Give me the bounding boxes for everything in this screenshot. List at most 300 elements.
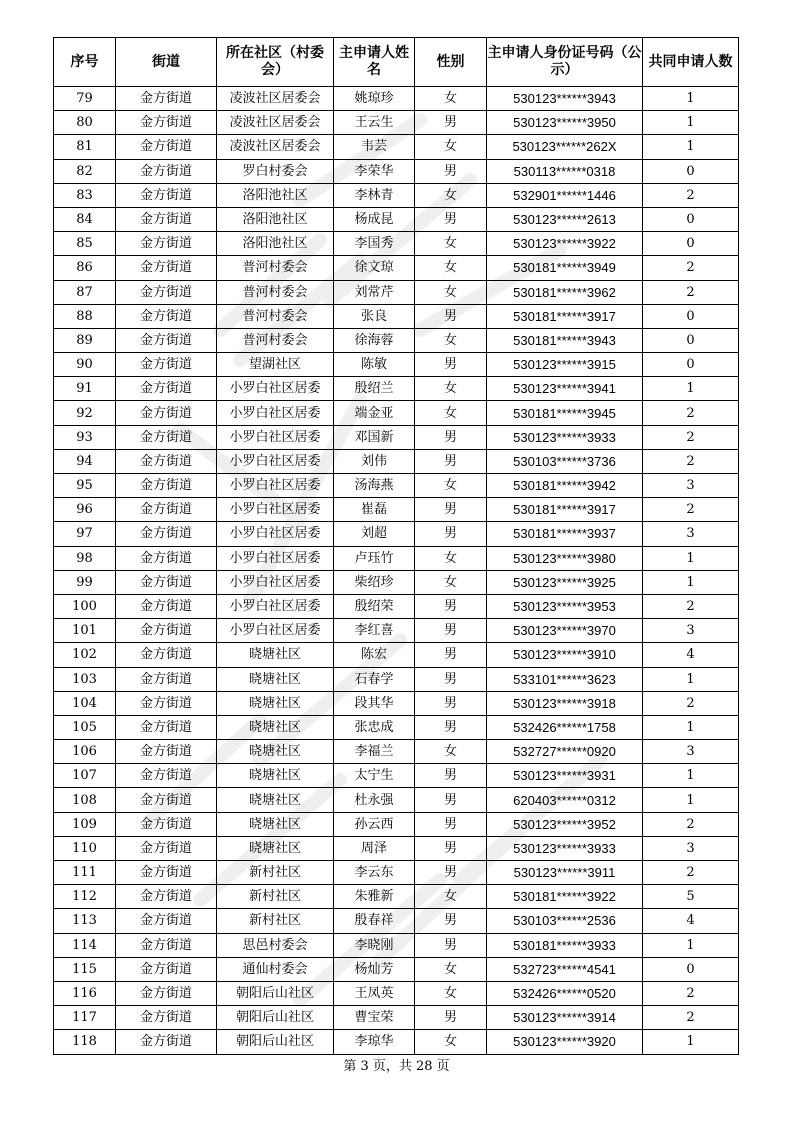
cell-community: 小罗白社区居委: [217, 449, 334, 473]
cell-co-applicant-count: 0: [643, 957, 739, 981]
cell-id-number: 530123******3970: [487, 619, 643, 643]
cell-street: 金方街道: [116, 425, 217, 449]
table-row: [54, 933, 739, 957]
table-row: [54, 570, 739, 594]
cell-id-number: 532723******4541: [487, 957, 643, 981]
cell-applicant-name: 张忠成: [334, 715, 415, 739]
table-row: [54, 449, 739, 473]
cell-co-applicant-count: 5: [643, 885, 739, 909]
cell-applicant-name: 徐文琼: [334, 256, 415, 280]
table-row: [54, 425, 739, 449]
cell-seq: 118: [54, 1030, 116, 1054]
cell-seq: 90: [54, 353, 116, 377]
table-row: [54, 788, 739, 812]
cell-id-number: 620403******0312: [487, 788, 643, 812]
cell-applicant-name: 石春学: [334, 667, 415, 691]
table-row: [54, 87, 739, 111]
cell-seq: 111: [54, 861, 116, 885]
cell-applicant-name: 刘超: [334, 522, 415, 546]
cell-id-number: 530123******2613: [487, 207, 643, 231]
table-row: [54, 353, 739, 377]
cell-gender: 女: [415, 135, 487, 159]
cell-community: 普河村委会: [217, 280, 334, 304]
cell-applicant-name: 殷绍荣: [334, 594, 415, 618]
table-row: [54, 909, 739, 933]
cell-community: 普河村委会: [217, 304, 334, 328]
cell-seq: 92: [54, 401, 116, 425]
cell-seq: 103: [54, 667, 116, 691]
cell-id-number: 530123******3922: [487, 232, 643, 256]
cell-street: 金方街道: [116, 764, 217, 788]
cell-street: 金方街道: [116, 328, 217, 352]
header-gender: 性别: [415, 38, 487, 87]
cell-seq: 83: [54, 183, 116, 207]
cell-seq: 117: [54, 1006, 116, 1030]
cell-co-applicant-count: 2: [643, 183, 739, 207]
cell-applicant-name: 刘常芹: [334, 280, 415, 304]
cell-gender: 男: [415, 861, 487, 885]
cell-street: 金方街道: [116, 667, 217, 691]
cell-id-number: 530123******3933: [487, 836, 643, 860]
cell-co-applicant-count: 0: [643, 353, 739, 377]
page-footer: 第 3 页，共 28 页: [343, 1059, 450, 1074]
cell-id-number: 533101******3623: [487, 667, 643, 691]
table-row: [54, 957, 739, 981]
cell-id-number: 530123******3925: [487, 570, 643, 594]
cell-seq: 99: [54, 570, 116, 594]
cell-community: 小罗白社区居委: [217, 594, 334, 618]
cell-id-number: 530123******3920: [487, 1030, 643, 1054]
cell-applicant-name: 卢珏竹: [334, 546, 415, 570]
cell-community: 凌波社区居委会: [217, 87, 334, 111]
cell-co-applicant-count: 2: [643, 861, 739, 885]
cell-id-number: 530123******3952: [487, 812, 643, 836]
cell-applicant-name: 李国秀: [334, 232, 415, 256]
cell-street: 金方街道: [116, 740, 217, 764]
cell-seq: 96: [54, 498, 116, 522]
cell-gender: 女: [415, 328, 487, 352]
cell-community: 凌波社区居委会: [217, 135, 334, 159]
table-row: [54, 183, 739, 207]
header-co-applicant-count: 共同申请人数: [643, 38, 739, 87]
cell-community: 小罗白社区居委: [217, 474, 334, 498]
table-row: [54, 764, 739, 788]
cell-id-number: 530123******3931: [487, 764, 643, 788]
cell-gender: 女: [415, 232, 487, 256]
table-row: [54, 1030, 739, 1054]
cell-gender: 女: [415, 546, 487, 570]
cell-gender: 男: [415, 812, 487, 836]
cell-seq: 115: [54, 957, 116, 981]
cell-seq: 95: [54, 474, 116, 498]
cell-community: 小罗白社区居委: [217, 498, 334, 522]
cell-street: 金方街道: [116, 643, 217, 667]
cell-gender: 女: [415, 885, 487, 909]
cell-applicant-name: 曹宝荣: [334, 1006, 415, 1030]
cell-gender: 女: [415, 570, 487, 594]
cell-community: 晓塘社区: [217, 643, 334, 667]
cell-id-number: 530181******3917: [487, 498, 643, 522]
table-row: [54, 1006, 739, 1030]
cell-gender: 男: [415, 159, 487, 183]
cell-seq: 100: [54, 594, 116, 618]
cell-gender: 女: [415, 981, 487, 1005]
cell-seq: 116: [54, 981, 116, 1005]
table-row: [54, 594, 739, 618]
cell-street: 金方街道: [116, 594, 217, 618]
cell-street: 金方街道: [116, 619, 217, 643]
cell-id-number: 530181******3922: [487, 885, 643, 909]
cell-applicant-name: 杜永强: [334, 788, 415, 812]
cell-seq: 113: [54, 909, 116, 933]
cell-co-applicant-count: 4: [643, 909, 739, 933]
cell-applicant-name: 张良: [334, 304, 415, 328]
table-row: [54, 522, 739, 546]
cell-gender: 女: [415, 401, 487, 425]
cell-id-number: 530181******3962: [487, 280, 643, 304]
cell-co-applicant-count: 1: [643, 1030, 739, 1054]
cell-gender: 男: [415, 715, 487, 739]
cell-co-applicant-count: 0: [643, 159, 739, 183]
cell-id-number: 530181******3945: [487, 401, 643, 425]
table-row: [54, 232, 739, 256]
cell-applicant-name: 王云生: [334, 111, 415, 135]
cell-street: 金方街道: [116, 498, 217, 522]
cell-seq: 81: [54, 135, 116, 159]
cell-seq: 88: [54, 304, 116, 328]
table-row: [54, 111, 739, 135]
cell-co-applicant-count: 2: [643, 256, 739, 280]
cell-community: 晓塘社区: [217, 715, 334, 739]
cell-community: 小罗白社区居委: [217, 425, 334, 449]
cell-community: 晓塘社区: [217, 836, 334, 860]
table-row: [54, 981, 739, 1005]
cell-gender: 女: [415, 474, 487, 498]
cell-community: 新村社区: [217, 909, 334, 933]
cell-applicant-name: 殷春祥: [334, 909, 415, 933]
cell-seq: 109: [54, 812, 116, 836]
table-row: [54, 304, 739, 328]
cell-seq: 82: [54, 159, 116, 183]
cell-gender: 女: [415, 740, 487, 764]
cell-seq: 86: [54, 256, 116, 280]
cell-co-applicant-count: 3: [643, 474, 739, 498]
cell-gender: 女: [415, 87, 487, 111]
cell-gender: 男: [415, 304, 487, 328]
cell-co-applicant-count: 2: [643, 425, 739, 449]
cell-co-applicant-count: 2: [643, 812, 739, 836]
cell-applicant-name: 李荣华: [334, 159, 415, 183]
cell-id-number: 530123******3950: [487, 111, 643, 135]
cell-community: 新村社区: [217, 885, 334, 909]
cell-applicant-name: 陈宏: [334, 643, 415, 667]
table-row: [54, 643, 739, 667]
cell-gender: 男: [415, 619, 487, 643]
cell-id-number: 530181******3943: [487, 328, 643, 352]
cell-street: 金方街道: [116, 715, 217, 739]
cell-id-number: 530123******3941: [487, 377, 643, 401]
cell-applicant-name: 崔磊: [334, 498, 415, 522]
cell-co-applicant-count: 3: [643, 619, 739, 643]
table-row: [54, 546, 739, 570]
cell-applicant-name: 邓国新: [334, 425, 415, 449]
table-row: [54, 836, 739, 860]
header-applicant-name: 主申请人姓名: [334, 38, 415, 87]
cell-id-number: 530123******3933: [487, 425, 643, 449]
cell-street: 金方街道: [116, 135, 217, 159]
cell-co-applicant-count: 3: [643, 522, 739, 546]
cell-community: 罗白村委会: [217, 159, 334, 183]
cell-id-number: 530123******3953: [487, 594, 643, 618]
cell-id-number: 532901******1446: [487, 183, 643, 207]
cell-seq: 87: [54, 280, 116, 304]
table-row: [54, 328, 739, 352]
cell-seq: 91: [54, 377, 116, 401]
cell-gender: 男: [415, 111, 487, 135]
cell-street: 金方街道: [116, 377, 217, 401]
cell-co-applicant-count: 1: [643, 764, 739, 788]
cell-co-applicant-count: 1: [643, 135, 739, 159]
cell-co-applicant-count: 4: [643, 643, 739, 667]
cell-community: 朝阳后山社区: [217, 1006, 334, 1030]
cell-id-number: 530123******262X: [487, 135, 643, 159]
table-row: [54, 474, 739, 498]
cell-street: 金方街道: [116, 788, 217, 812]
cell-co-applicant-count: 3: [643, 740, 739, 764]
cell-gender: 男: [415, 667, 487, 691]
cell-id-number: 530103******3736: [487, 449, 643, 473]
cell-community: 洛阳池社区: [217, 183, 334, 207]
cell-seq: 89: [54, 328, 116, 352]
cell-seq: 93: [54, 425, 116, 449]
cell-seq: 102: [54, 643, 116, 667]
cell-co-applicant-count: 2: [643, 1006, 739, 1030]
cell-gender: 女: [415, 256, 487, 280]
table-row: [54, 667, 739, 691]
cell-community: 小罗白社区居委: [217, 401, 334, 425]
cell-community: 晓塘社区: [217, 764, 334, 788]
cell-id-number: 530123******3914: [487, 1006, 643, 1030]
cell-applicant-name: 王凤英: [334, 981, 415, 1005]
applicant-table: [53, 37, 739, 1055]
cell-id-number: 532727******0920: [487, 740, 643, 764]
cell-street: 金方街道: [116, 546, 217, 570]
cell-applicant-name: 柴绍珍: [334, 570, 415, 594]
cell-community: 望湖社区: [217, 353, 334, 377]
cell-street: 金方街道: [116, 836, 217, 860]
cell-street: 金方街道: [116, 159, 217, 183]
cell-seq: 85: [54, 232, 116, 256]
cell-street: 金方街道: [116, 981, 217, 1005]
cell-street: 金方街道: [116, 570, 217, 594]
table-row: [54, 207, 739, 231]
cell-seq: 106: [54, 740, 116, 764]
cell-community: 新村社区: [217, 861, 334, 885]
table-row: [54, 159, 739, 183]
cell-applicant-name: 刘伟: [334, 449, 415, 473]
cell-community: 小罗白社区居委: [217, 546, 334, 570]
cell-community: 思邑村委会: [217, 933, 334, 957]
cell-gender: 男: [415, 764, 487, 788]
cell-street: 金方街道: [116, 933, 217, 957]
cell-applicant-name: 殷绍兰: [334, 377, 415, 401]
cell-street: 金方街道: [116, 280, 217, 304]
header-id-number: 主申请人身份证号码（公示）: [487, 38, 643, 87]
header-seq: 序号: [54, 38, 116, 87]
cell-street: 金方街道: [116, 111, 217, 135]
cell-community: 小罗白社区居委: [217, 619, 334, 643]
table-row: [54, 619, 739, 643]
cell-seq: 101: [54, 619, 116, 643]
cell-applicant-name: 杨成昆: [334, 207, 415, 231]
cell-co-applicant-count: 1: [643, 546, 739, 570]
cell-id-number: 530181******3949: [487, 256, 643, 280]
cell-community: 晓塘社区: [217, 812, 334, 836]
cell-street: 金方街道: [116, 256, 217, 280]
table-row: [54, 691, 739, 715]
cell-applicant-name: 李林青: [334, 183, 415, 207]
table-row: [54, 740, 739, 764]
cell-seq: 112: [54, 885, 116, 909]
cell-street: 金方街道: [116, 401, 217, 425]
cell-co-applicant-count: 0: [643, 207, 739, 231]
cell-applicant-name: 段其华: [334, 691, 415, 715]
cell-community: 普河村委会: [217, 328, 334, 352]
cell-gender: 女: [415, 1030, 487, 1054]
table-row: [54, 256, 739, 280]
cell-gender: 男: [415, 594, 487, 618]
cell-street: 金方街道: [116, 304, 217, 328]
table-header-row: [54, 38, 739, 87]
cell-seq: 104: [54, 691, 116, 715]
cell-applicant-name: 李福兰: [334, 740, 415, 764]
cell-street: 金方街道: [116, 449, 217, 473]
table-row: [54, 885, 739, 909]
cell-street: 金方街道: [116, 885, 217, 909]
cell-applicant-name: 李红喜: [334, 619, 415, 643]
cell-community: 晓塘社区: [217, 740, 334, 764]
cell-seq: 107: [54, 764, 116, 788]
cell-id-number: 530113******0318: [487, 159, 643, 183]
cell-co-applicant-count: 2: [643, 981, 739, 1005]
cell-id-number: 530123******3910: [487, 643, 643, 667]
cell-id-number: 530181******3933: [487, 933, 643, 957]
cell-id-number: 530103******2536: [487, 909, 643, 933]
cell-applicant-name: 太宁生: [334, 764, 415, 788]
cell-applicant-name: 杨灿芳: [334, 957, 415, 981]
cell-co-applicant-count: 1: [643, 667, 739, 691]
cell-community: 小罗白社区居委: [217, 522, 334, 546]
cell-co-applicant-count: 1: [643, 111, 739, 135]
cell-co-applicant-count: 3: [643, 836, 739, 860]
cell-community: 朝阳后山社区: [217, 1030, 334, 1054]
cell-id-number: 530181******3917: [487, 304, 643, 328]
cell-co-applicant-count: 1: [643, 377, 739, 401]
cell-gender: 女: [415, 957, 487, 981]
cell-street: 金方街道: [116, 207, 217, 231]
cell-gender: 男: [415, 1006, 487, 1030]
table-body: [54, 87, 739, 1055]
cell-community: 洛阳池社区: [217, 207, 334, 231]
cell-applicant-name: 李琼华: [334, 1030, 415, 1054]
cell-applicant-name: 陈敏: [334, 353, 415, 377]
cell-applicant-name: 徐海蓉: [334, 328, 415, 352]
header-community: 所在社区（村委会）: [217, 38, 334, 87]
cell-id-number: 530123******3980: [487, 546, 643, 570]
cell-applicant-name: 姚琼珍: [334, 87, 415, 111]
table-row: [54, 401, 739, 425]
cell-street: 金方街道: [116, 957, 217, 981]
cell-seq: 98: [54, 546, 116, 570]
cell-gender: 男: [415, 836, 487, 860]
cell-id-number: 530123******3915: [487, 353, 643, 377]
cell-street: 金方街道: [116, 232, 217, 256]
cell-street: 金方街道: [116, 691, 217, 715]
cell-community: 洛阳池社区: [217, 232, 334, 256]
cell-community: 晓塘社区: [217, 667, 334, 691]
cell-street: 金方街道: [116, 87, 217, 111]
cell-id-number: 530181******3942: [487, 474, 643, 498]
cell-street: 金方街道: [116, 812, 217, 836]
cell-id-number: 530181******3937: [487, 522, 643, 546]
cell-id-number: 532426******1758: [487, 715, 643, 739]
cell-gender: 男: [415, 788, 487, 812]
cell-applicant-name: 李晓刚: [334, 933, 415, 957]
cell-co-applicant-count: 1: [643, 715, 739, 739]
table-row: [54, 861, 739, 885]
cell-gender: 男: [415, 207, 487, 231]
cell-gender: 男: [415, 691, 487, 715]
cell-co-applicant-count: 0: [643, 328, 739, 352]
table-row: [54, 812, 739, 836]
cell-street: 金方街道: [116, 1030, 217, 1054]
cell-community: 凌波社区居委会: [217, 111, 334, 135]
cell-street: 金方街道: [116, 909, 217, 933]
cell-seq: 105: [54, 715, 116, 739]
cell-community: 普河村委会: [217, 256, 334, 280]
cell-gender: 男: [415, 353, 487, 377]
cell-co-applicant-count: 1: [643, 933, 739, 957]
cell-seq: 114: [54, 933, 116, 957]
cell-id-number: 530123******3943: [487, 87, 643, 111]
cell-co-applicant-count: 0: [643, 232, 739, 256]
cell-seq: 79: [54, 87, 116, 111]
cell-gender: 男: [415, 425, 487, 449]
cell-gender: 男: [415, 449, 487, 473]
cell-street: 金方街道: [116, 861, 217, 885]
cell-seq: 108: [54, 788, 116, 812]
header-street: 街道: [116, 38, 217, 87]
cell-co-applicant-count: 1: [643, 788, 739, 812]
cell-street: 金方街道: [116, 474, 217, 498]
cell-gender: 女: [415, 183, 487, 207]
cell-gender: 女: [415, 377, 487, 401]
cell-co-applicant-count: 1: [643, 570, 739, 594]
cell-co-applicant-count: 2: [643, 594, 739, 618]
cell-co-applicant-count: 0: [643, 304, 739, 328]
cell-co-applicant-count: 2: [643, 401, 739, 425]
cell-community: 晓塘社区: [217, 788, 334, 812]
cell-gender: 男: [415, 933, 487, 957]
cell-applicant-name: 周泽: [334, 836, 415, 860]
cell-community: 朝阳后山社区: [217, 981, 334, 1005]
cell-applicant-name: 孙云西: [334, 812, 415, 836]
cell-co-applicant-count: 2: [643, 498, 739, 522]
cell-seq: 94: [54, 449, 116, 473]
cell-community: 通仙村委会: [217, 957, 334, 981]
cell-co-applicant-count: 2: [643, 449, 739, 473]
cell-id-number: 530123******3911: [487, 861, 643, 885]
